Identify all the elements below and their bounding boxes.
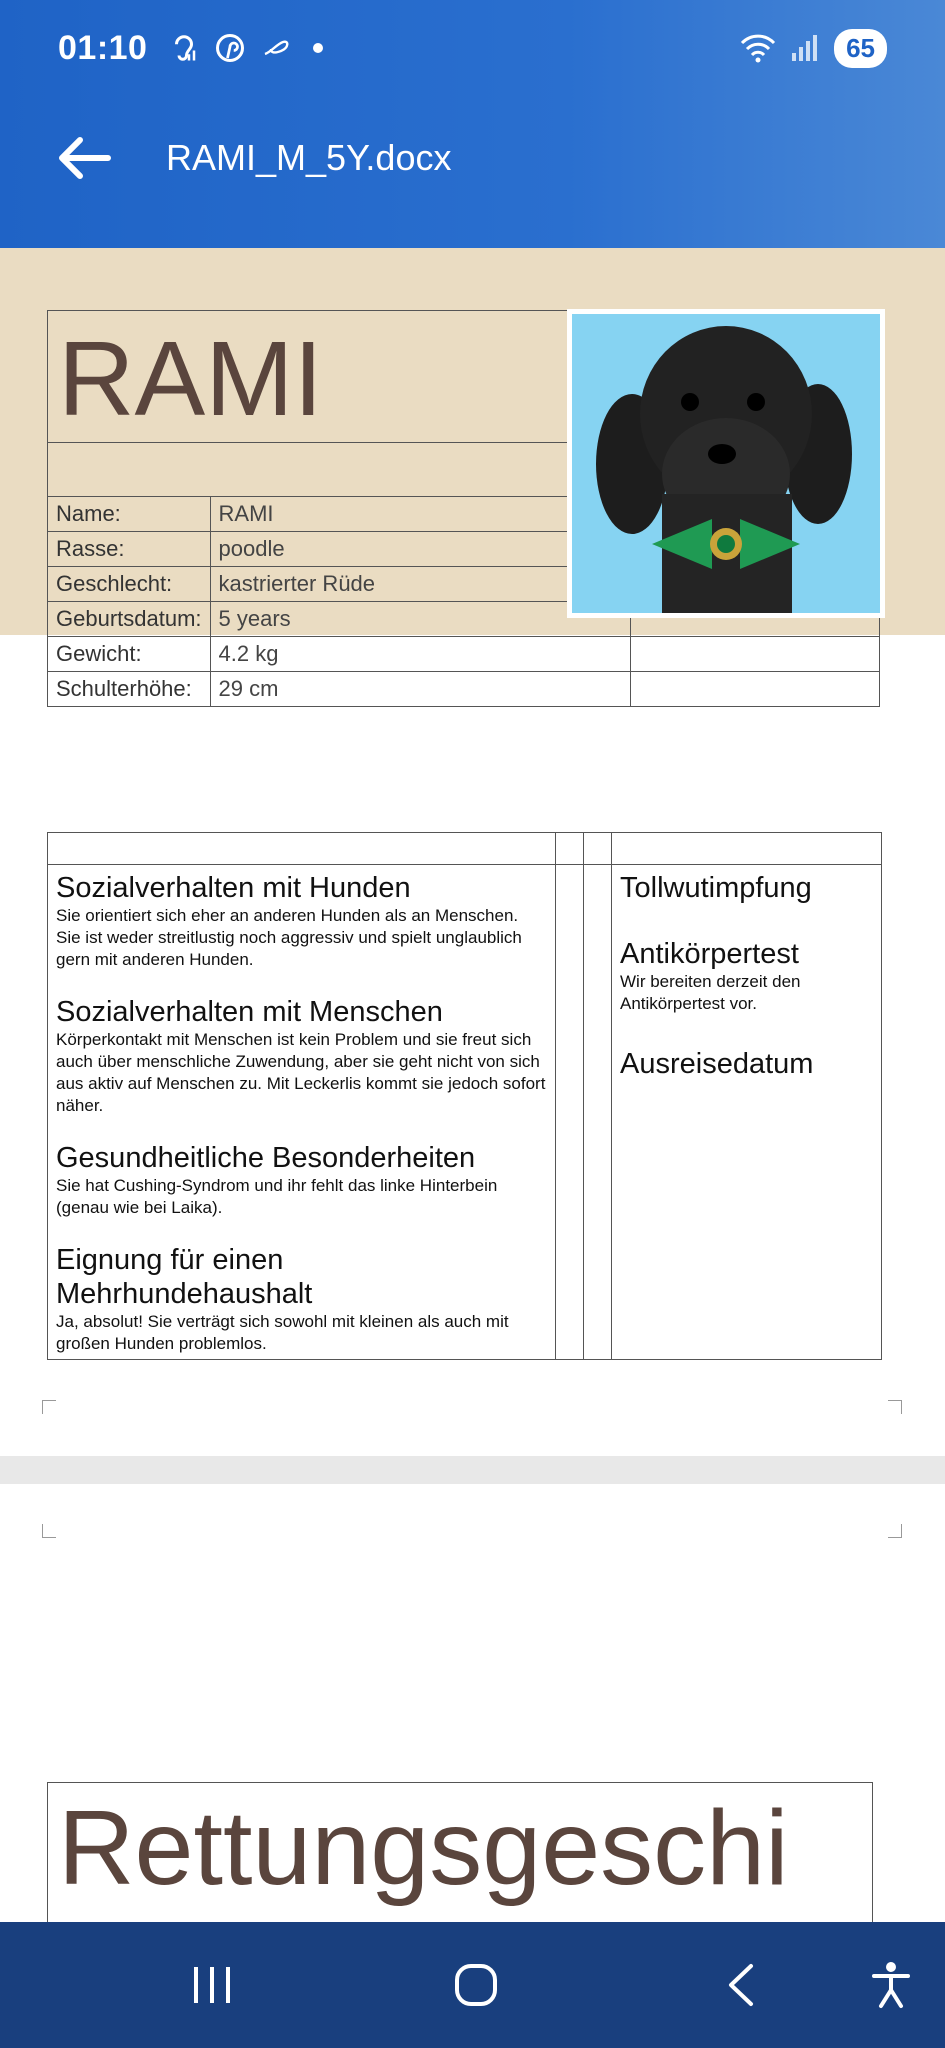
table-row <box>48 637 880 672</box>
notification-icons <box>169 33 325 63</box>
system-navigation-bar <box>0 1922 945 2048</box>
row-key: Geschlecht: <box>48 567 211 602</box>
ausreise-title: Ausreisedatum <box>620 1048 814 1080</box>
row-key: Geburtsdatum: <box>48 602 211 637</box>
section-title: Eignung für einen Mehrhundehaushalt <box>56 1244 313 1310</box>
status-time: 01:10 <box>58 28 148 67</box>
home-icon <box>453 1962 499 2008</box>
hearing-icon <box>169 33 199 63</box>
home-button[interactable] <box>448 1922 504 2048</box>
back-nav-button[interactable] <box>716 1922 766 2048</box>
status-bar <box>58 24 887 72</box>
pinterest-icon <box>215 33 245 63</box>
row-value: poodle <box>210 532 630 567</box>
accessibility-icon <box>871 1961 911 2009</box>
health-column <box>612 865 882 1360</box>
app-bar <box>0 0 945 248</box>
row-value: 29 cm <box>210 672 630 707</box>
alibaba-icon <box>261 36 295 60</box>
poodle-image <box>572 314 880 613</box>
table-row <box>48 672 880 707</box>
signal-icon <box>790 33 820 63</box>
page-corner-mark <box>888 1400 902 1414</box>
dog-photo[interactable] <box>567 309 885 618</box>
document-title: RAMI_M_5Y.docx <box>166 137 452 178</box>
antikoerper-title: Antikörpertest <box>620 938 799 970</box>
page-separator <box>0 1456 945 1484</box>
system-icons <box>740 29 887 68</box>
recent-apps-icon <box>190 1963 234 2007</box>
section-text: Sie hat Cushing-Syndrom und ihr fehlt das linke Hinterbein (genau wie bei Laika). <box>56 1176 498 1217</box>
arrow-left-icon <box>56 136 112 180</box>
battery-level: 65 <box>846 32 875 63</box>
section-title: Gesundheitliche Besonderheiten <box>56 1142 476 1174</box>
page-corner-mark <box>42 1524 56 1538</box>
dog-name-heading: RAMI <box>48 311 631 443</box>
wifi-icon <box>740 33 776 63</box>
page2-heading: Rettungsgeschi <box>58 1789 789 1907</box>
section-text: Körperkontakt mit Menschen ist kein Problem und sie freut sich auch über menschliche Zuwendung, aber sie geht nicht von sich aus aktiv auf Menschen zu. Mit Leckerlis kommt sie jedoch sofort näher. <box>56 1030 546 1115</box>
page-corner-mark <box>888 1524 902 1538</box>
row-key: Name: <box>48 497 211 532</box>
title-bar <box>56 130 905 186</box>
tollwut-title: Tollwutimpfung <box>620 872 812 904</box>
page-corner-mark <box>42 1400 56 1414</box>
section-text: Ja, absolut! Sie verträgt sich sowohl mit kleinen als auch mit großen Hunden problemlos. <box>56 1312 509 1353</box>
behavior-column <box>48 865 556 1360</box>
section-text: Sie orientiert sich eher an anderen Hunden als an Menschen. Sie ist weder streitlustig noch aggressiv und spielt unglaublich gern mit anderen Hunden. <box>56 906 522 969</box>
back-button[interactable] <box>56 130 112 186</box>
row-value: 4.2 kg <box>210 637 630 672</box>
section-title: Sozialverhalten mit Hunden <box>56 872 411 904</box>
row-key: Schulterhöhe: <box>48 672 211 707</box>
accessibility-button[interactable] <box>866 1922 916 2048</box>
row-key: Gewicht: <box>48 637 211 672</box>
section-title: Sozialverhalten mit Menschen <box>56 996 443 1028</box>
page2-title-box <box>47 1782 873 1922</box>
info-table <box>47 832 882 1360</box>
chevron-left-icon <box>725 1962 757 2008</box>
more-dot-icon <box>311 41 325 55</box>
row-value: kastrierter Rüde <box>210 567 630 602</box>
recent-apps-button[interactable] <box>180 1922 244 2048</box>
battery-indicator <box>834 29 887 68</box>
row-value: RAMI <box>210 497 630 532</box>
row-value: 5 years <box>210 602 630 637</box>
row-key: Rasse: <box>48 532 211 567</box>
antikoerper-text: Wir bereiten derzeit den Antikörpertest vor. <box>620 972 801 1013</box>
